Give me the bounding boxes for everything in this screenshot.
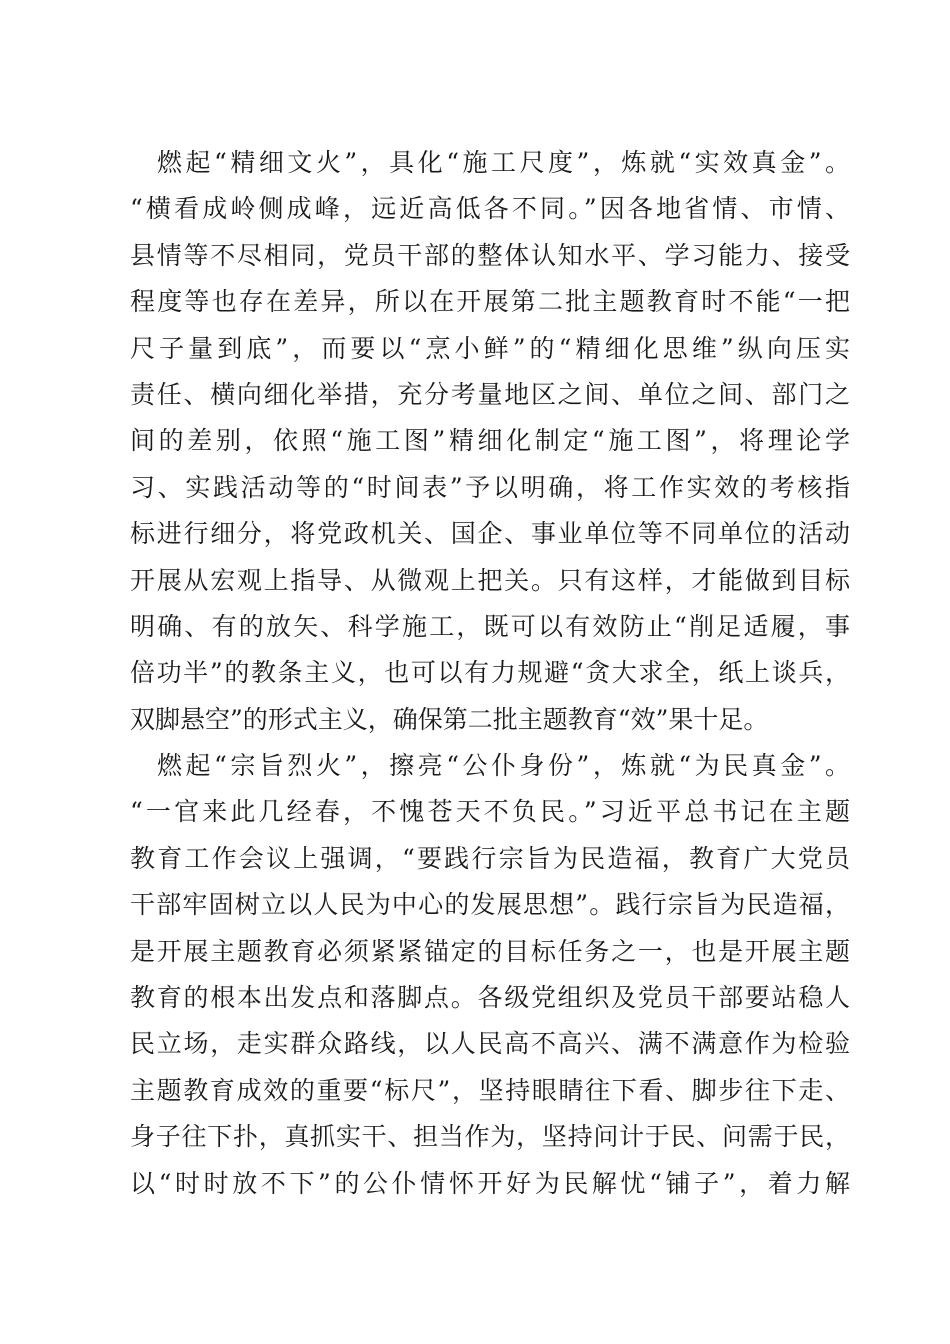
paragraph-line: 明确、有的放矢、科学施工，既可以有效防止“削足适履，事 xyxy=(130,611,850,641)
paragraph-line: 程度等也存在差异，所以在开展第二批主题教育时不能“一把 xyxy=(130,287,850,317)
paragraph-line: 责任、横向细化举措，充分考量地区之间、单位之间、部门之 xyxy=(130,379,850,409)
paragraph-line: 教育工作会议上强调，“要践行宗旨为民造福，教育广大党员 xyxy=(130,843,850,873)
paragraph-line: 倍功半”的教条主义，也可以有力规避“贪大求全，纸上谈兵， xyxy=(130,658,850,688)
paragraph-line: 间的差别，依照“施工图”精细化制定“施工图”，将理论学 xyxy=(130,426,850,456)
paragraph-2 xyxy=(130,743,850,1207)
paragraph-line: 干部牢固树立以人民为中心的发展思想”。践行宗旨为民造福， xyxy=(130,890,850,920)
paragraph-line: 县情等不尽相同，党员干部的整体认知水平、学习能力、接受 xyxy=(130,240,850,270)
paragraph-1 xyxy=(130,140,850,743)
paragraph-line: 习、实践活动等的“时间表”予以明确，将工作实效的考核指 xyxy=(130,472,850,502)
paragraph-line: 燃起“宗旨烈火”，擦亮“公仆身份”，炼就“为民真金”。 xyxy=(157,751,850,781)
paragraph-line: 标进行细分，将党政机关、国企、事业单位等不同单位的活动 xyxy=(130,519,850,549)
paragraph-line: 双脚悬空”的形式主义，确保第二批主题教育“效”果十足。 xyxy=(130,704,769,734)
paragraph-line: 教育的根本出发点和落脚点。各级党组织及党员干部要站稳人 xyxy=(130,983,850,1013)
paragraph-line: 开展从宏观上指导、从微观上把关。只有这样，才能做到目标 xyxy=(130,565,850,595)
paragraph-line: 民立场，走实群众路线，以人民高不高兴、满不满意作为检验 xyxy=(130,1029,850,1059)
paragraph-line: 燃起“精细文火”，具化“施工尺度”，炼就“实效真金”。 xyxy=(157,148,850,177)
paragraph-line: 以“时时放不下”的公仆情怀开好为民解忧“铺子”，着力解 xyxy=(130,1168,850,1198)
body-text xyxy=(130,140,850,1207)
paragraph-line: “横看成岭侧成峰，远近高低各不同。”因各地省情、市情、 xyxy=(130,194,850,224)
paragraph-line: 身子往下扑，真抓实干、担当作为，坚持问计于民、问需于民， xyxy=(130,1122,850,1152)
paragraph-line: “一官来此几经春，不愧苍天不负民。”习近平总书记在主题 xyxy=(130,797,850,827)
paragraph-line: 主题教育成效的重要“标尺”，坚持眼睛往下看、脚步往下走、 xyxy=(130,1075,850,1105)
paragraph-line: 是开展主题教育必须紧紧锚定的目标任务之一，也是开展主题 xyxy=(130,936,850,966)
paragraph-line: 尺子量到底”，而要以“烹小鲜”的“精细化思维”纵向压实 xyxy=(130,333,850,363)
